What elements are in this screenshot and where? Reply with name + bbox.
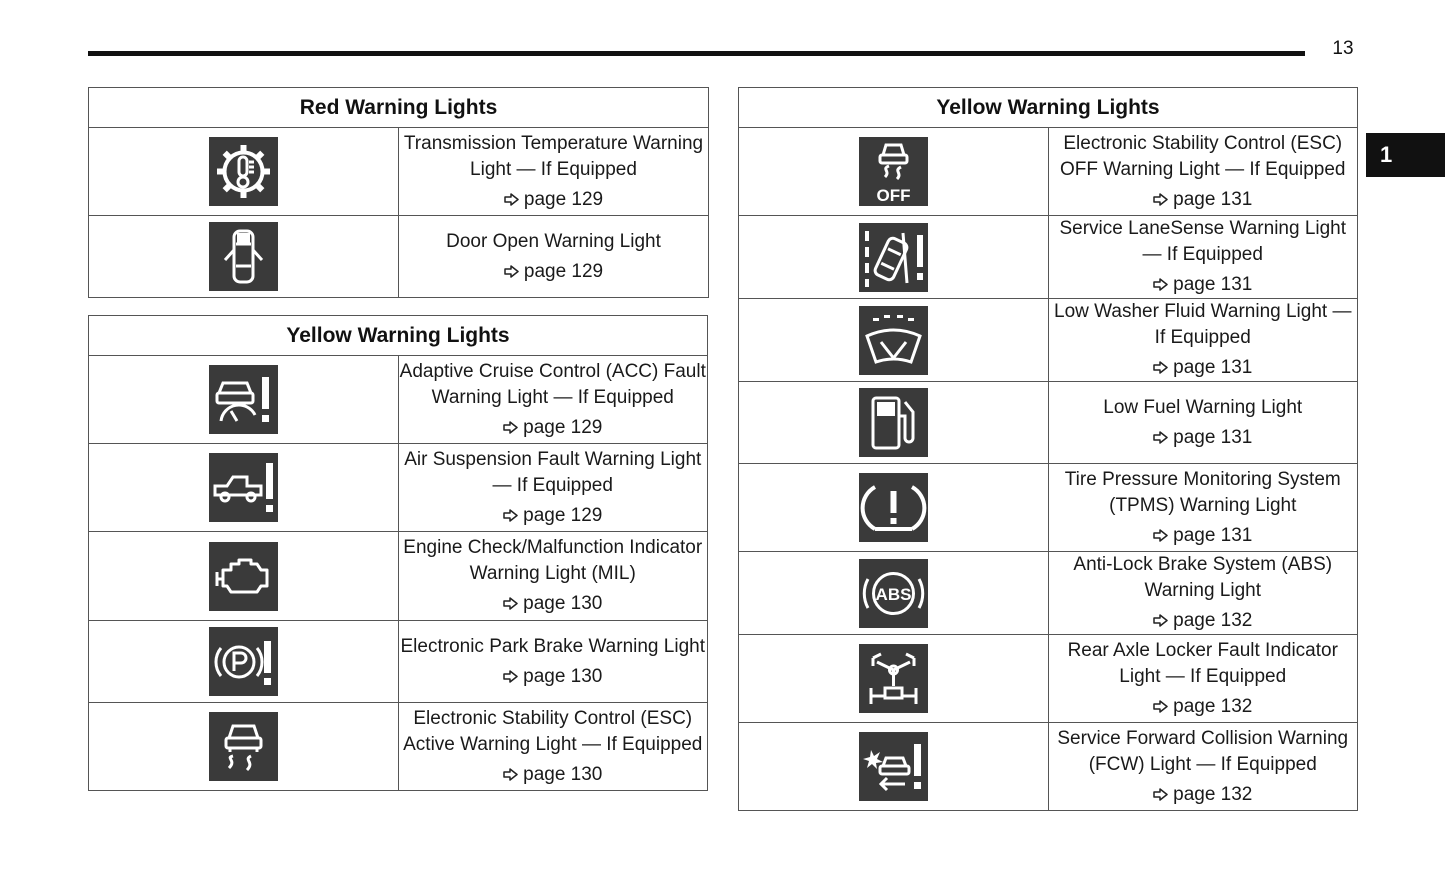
row-label: Anti-Lock Brake System (ABS) Warning Light <box>1073 554 1333 601</box>
row-label: Door Open Warning Light <box>446 230 661 252</box>
table-title: Yellow Warning Lights <box>89 316 708 356</box>
table-row <box>89 532 708 621</box>
row-label: Low Washer Fluid Warning Light — If Equipped <box>1054 301 1352 348</box>
row-label: Electronic Park Brake Warning Light <box>400 635 705 657</box>
arrow-right-icon <box>504 193 519 206</box>
page-reference-link[interactable]: page 131 <box>1049 425 1358 451</box>
page-reference-link[interactable]: page 130 <box>399 762 708 788</box>
arrow-right-icon <box>504 265 519 278</box>
row-label: Electronic Stability Control (ESC) Active Warning Light — If Equipped <box>403 707 703 755</box>
park-brake-icon <box>209 627 278 696</box>
table-row <box>89 444 708 532</box>
page-reference-link[interactable]: page 130 <box>399 591 708 617</box>
table-row <box>739 464 1358 552</box>
page-reference-link[interactable]: page 131 <box>1049 272 1358 298</box>
page-reference-link[interactable]: page 131 <box>1049 187 1358 213</box>
row-label: Engine Check/Malfunction Indicator Warning Light (MIL) <box>403 537 703 584</box>
table-title: Yellow Warning Lights <box>739 88 1358 128</box>
arrow-right-icon <box>1153 788 1168 801</box>
header-rule <box>88 51 1305 56</box>
table-row <box>89 216 709 298</box>
page-reference-link[interactable]: page 132 <box>1049 782 1358 808</box>
row-label: Rear Axle Locker Fault Indicator Light — If Equipped <box>1067 639 1338 687</box>
fcw-icon <box>859 732 928 801</box>
table-row <box>739 723 1358 811</box>
row-label: Transmission Temperature Warning Light — If Equipped <box>403 132 704 180</box>
row-label: Low Fuel Warning Light <box>1103 396 1303 418</box>
page-reference-link[interactable]: page 129 <box>399 259 708 285</box>
chapter-tab[interactable]: 1 <box>1366 133 1445 177</box>
row-label: Tire Pressure Monitoring System (TPMS) Warning Light <box>1064 468 1341 516</box>
row-label: Air Suspension Fault Warning Light — If Equipped <box>404 448 702 496</box>
svg-text:OFF: OFF <box>876 186 911 205</box>
arrow-right-icon <box>1153 614 1168 627</box>
table-row <box>89 703 708 791</box>
arrow-right-icon <box>1153 700 1168 713</box>
page-reference-link[interactable]: page 132 <box>1049 608 1358 634</box>
esc-off-icon <box>859 137 928 206</box>
page-reference-link[interactable]: page 129 <box>399 187 708 213</box>
low-fuel-icon <box>859 388 928 457</box>
arrow-right-icon <box>1153 278 1168 291</box>
row-label: Service LaneSense Warning Light — If Equipped <box>1059 218 1347 265</box>
page-reference-link[interactable]: page 132 <box>1049 694 1358 720</box>
red-warning-lights-table <box>88 87 709 298</box>
esc-active-icon <box>209 712 278 781</box>
arrow-right-icon <box>1153 431 1168 444</box>
arrow-right-icon <box>503 597 518 610</box>
arrow-right-icon <box>1153 529 1168 542</box>
arrow-right-icon <box>1153 193 1168 206</box>
yellow-warning-lights-table-right <box>738 87 1358 811</box>
table-row <box>739 216 1358 299</box>
arrow-right-icon <box>503 509 518 522</box>
table-row <box>739 552 1358 635</box>
page-number: 13 <box>1332 38 1354 59</box>
arrow-right-icon <box>503 670 518 683</box>
table-row <box>739 382 1358 464</box>
table-row <box>739 635 1358 723</box>
transmission-temperature-icon <box>209 137 278 206</box>
table-row <box>89 621 708 703</box>
page-reference-link[interactable]: page 130 <box>399 664 708 690</box>
page-reference-link[interactable]: page 131 <box>1049 355 1358 381</box>
engine-check-icon <box>209 542 278 611</box>
tpms-icon <box>859 473 928 542</box>
table-row <box>89 128 709 216</box>
acc-fault-icon <box>209 365 278 434</box>
row-label: Service Forward Collision Warning (FCW) Light — If Equipped <box>1057 727 1349 775</box>
yellow-warning-lights-table-left <box>88 315 708 791</box>
table-row <box>739 128 1358 216</box>
air-suspension-fault-icon <box>209 453 278 522</box>
arrow-right-icon <box>1153 361 1168 374</box>
axle-locker-icon <box>859 644 928 713</box>
page-reference-link[interactable]: page 129 <box>399 503 708 529</box>
table-row <box>739 299 1358 382</box>
row-label: Electronic Stability Control (ESC) OFF Warning Light — If Equipped <box>1060 132 1346 180</box>
page-reference-link[interactable]: page 131 <box>1049 523 1358 549</box>
table-row <box>89 356 708 444</box>
lanesense-icon <box>859 223 928 292</box>
abs-icon <box>859 559 928 628</box>
door-open-icon <box>209 222 278 291</box>
washer-fluid-icon <box>859 306 928 375</box>
page-reference-link[interactable]: page 129 <box>399 415 708 441</box>
row-label: Adaptive Cruise Control (ACC) Fault Warning Light — If Equipped <box>399 360 706 408</box>
svg-text:ABS: ABS <box>875 584 912 604</box>
arrow-right-icon <box>503 421 518 434</box>
arrow-right-icon <box>503 768 518 781</box>
table-title: Red Warning Lights <box>89 88 709 128</box>
